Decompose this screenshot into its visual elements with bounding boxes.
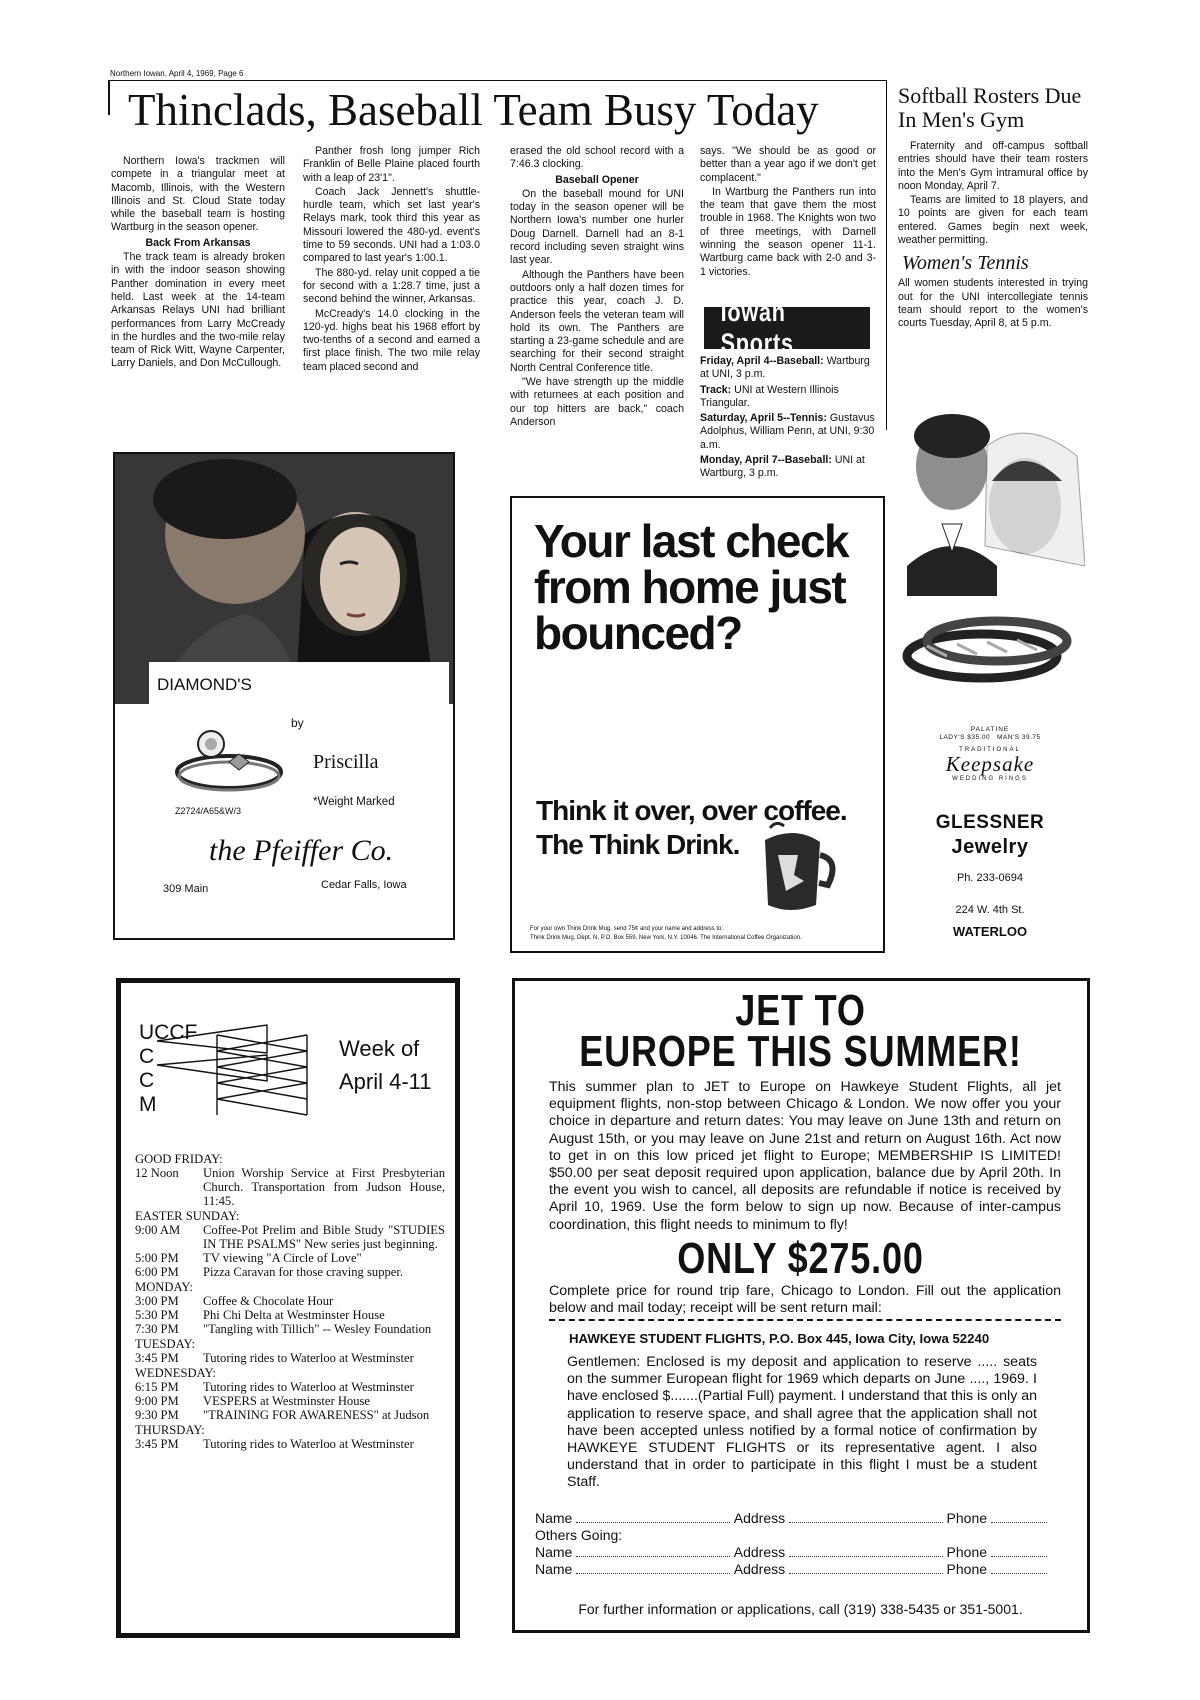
uccf-ad <box>116 978 460 1638</box>
name-field[interactable] <box>576 1573 729 1574</box>
address-label: Address <box>733 1544 786 1560</box>
schedule-time: 5:30 PM <box>135 1308 179 1322</box>
article-paragraph: Northern Iowa's trackmen will compete in a triangular meet at Macomb, Illinois, with the Western Illinois and St. Cloud State today while the baseball team is hosting Wartburg in the season opener. <box>111 155 285 234</box>
address-label: Address <box>733 1561 786 1577</box>
coffee-mug-icon <box>750 820 840 915</box>
schedule-description: Tutoring rides to Waterloo at Westminster <box>203 1351 414 1365</box>
article-paragraph: says. "We should be as good or better than a year ago if we don't get complacent." <box>700 145 876 184</box>
schedule-time: 6:15 PM <box>135 1380 179 1394</box>
glessner-ad <box>895 394 1090 950</box>
softball-paragraph-2: Teams are limited to 18 players, and 10 points are given for each team entered. Games begin next week, weather permitting. <box>898 194 1088 247</box>
uccf-letter-1: UCCF <box>139 1021 198 1044</box>
name-label: Name <box>535 1544 573 1560</box>
article-paragraph: In Wartburg the Panthers run into the team that gave them the most trouble in 1968. The Knights won two of three meetings, with Darnell winning the season opener 11-1. Wartburg came back with 2-0 and 3-1 victories. <box>700 185 876 278</box>
headline-left-rule <box>108 80 110 115</box>
coffee-fine-print-1: For your own Think Drink Mug, send 75¢ and your name and address to: <box>530 926 723 932</box>
sports-schedule-text: Wartburg at UNI, 3 p.m. <box>700 355 870 381</box>
coffee-tagline-1: Think it over, over coffee. <box>536 795 847 826</box>
schedule-description: Tutoring rides to Waterloo at Westminster <box>203 1437 414 1451</box>
glessner-city: WATERLOO <box>952 924 1028 939</box>
schedule-time: 3:45 PM <box>135 1437 179 1451</box>
softball-article <box>898 140 1088 332</box>
schedule-time: 12 Noon <box>135 1166 179 1180</box>
pfeiffer-address: 309 Main <box>163 883 209 895</box>
pfeiffer-city: Cedar Falls, Iowa <box>321 879 407 891</box>
schedule-event <box>135 1223 445 1251</box>
schedule-time: 3:45 PM <box>135 1351 179 1365</box>
phone-label: Phone <box>946 1561 988 1577</box>
glessner-phone: Ph. 233-0694 <box>956 872 1024 884</box>
schedule-description: VESPERS at Westminster House <box>203 1394 371 1408</box>
others-going-label: Others Going: <box>535 1527 623 1543</box>
schedule-time: 9:00 PM <box>135 1394 179 1408</box>
schedule-event <box>135 1408 445 1422</box>
coffee-tagline-2: The Think Drink. <box>536 829 740 860</box>
pfeiffer-diamonds: DIAMOND'S <box>157 675 252 694</box>
phone-field[interactable] <box>991 1556 1047 1557</box>
phone-label: Phone <box>946 1544 988 1560</box>
uccf-letter-3: C <box>139 1069 155 1092</box>
pfeiffer-weight-note: *Weight Marked <box>313 796 395 808</box>
schedule-day: GOOD FRIDAY: <box>135 1152 223 1166</box>
jet-cut-line <box>549 1319 1061 1321</box>
address-label: Address <box>733 1510 786 1526</box>
sports-schedule-item <box>700 454 876 481</box>
uccf-logo-icon <box>157 1021 327 1116</box>
coffee-fine-print-2: Think Drink Mug, Dept. N, P.O. Box 559, New York, N.Y. 10046. The International Coffee Organization. <box>530 935 802 941</box>
ring-name: PALATINE <box>970 726 1010 733</box>
ring-prices: LADY'S $35.00 MAN'S 39.75 <box>939 734 1041 741</box>
article-paragraph: Although the Panthers have been outdoors only a half dozen times for practice this year, coach J. D. Anderson feels the veteran team will hold its own. The Panthers are starting a 23-game schedule and are searching for their second straight North Central Conference title. <box>510 268 684 374</box>
address-field[interactable] <box>789 1573 942 1574</box>
sports-schedule-label: Saturday, April 5--Tennis: <box>700 412 827 425</box>
masthead-rule <box>108 80 886 81</box>
keepsake-traditional: TRADITIONAL <box>959 747 1021 753</box>
schedule-description: Union Worship Service at First Presbyterian Church. Transportation from Judson House, 11:45. <box>203 1166 445 1208</box>
jet-europe-ad <box>512 978 1090 1633</box>
sports-schedule-item <box>700 384 876 411</box>
jet-price: ONLY $275.00 <box>677 1234 924 1283</box>
uccf-letter-4: M <box>139 1093 157 1116</box>
schedule-time: 6:00 PM <box>135 1265 179 1279</box>
article-paragraph: Panther frosh long jumper Rich Franklin of Belle Plaine placed fourth with a leap of 23'1". <box>303 145 480 184</box>
name-field[interactable] <box>576 1522 729 1523</box>
schedule-event <box>135 1380 445 1394</box>
jet-form-fields <box>535 1509 1051 1577</box>
form-row-other-1 <box>535 1543 1051 1560</box>
schedule-description: Tutoring rides to Waterloo at Westminster <box>203 1380 414 1394</box>
uccf-dates: April 4-11 <box>339 1069 432 1094</box>
keepsake-wedding-rings: WEDDING RINGS <box>952 776 1028 782</box>
article-paragraph: "We have strength up the middle with returnees at each position and our top hitters are back," coach Anderson <box>510 376 684 428</box>
schedule-event <box>135 1322 445 1336</box>
schedule-event <box>135 1251 445 1265</box>
article-paragraph: The track team is already broken in with the indoor season showing Panther domination in every meet held. Last week at the 14-team Arkansas Relays UNI had brilliant performances from Larry McCready in the hurdles and the two-mile relay team of Rick Witt, Wayne Carpenter, Larry Daniels, and Don McCullough. <box>111 251 285 370</box>
sports-schedule-text: Gustavus Adolphus, William Penn, at UNI, 9:30 a.m. <box>700 412 875 451</box>
schedule-event <box>135 1437 445 1451</box>
name-label: Name <box>535 1561 573 1577</box>
softball-paragraph-1: Fraternity and off-campus softball entries should have their team rosters into the Men's Gym intramural office by noon Monday, April 7. <box>898 140 1088 192</box>
coffee-ad <box>510 496 885 953</box>
pfeiffer-store-logo: the Pfeiffer Co. <box>209 834 394 867</box>
uccf-week-of: Week of <box>339 1036 420 1061</box>
jet-body: This summer plan to JET to Europe on Hawkeye Student Flights, all jet equipment flights, non-stop between Chicago & London. We now offer you your choice in departure and return dates: You may leave on June 13th and return on August 15th, or you may leave on June 21st and return on August 16th. Act now to get in on this low priced jet flight to Europe; MEMBERSHIP IS LIMITED! $50.00 per seat deposit required upon application, balance due by April 20th. In the event you wish to cancel, all deposits are refundable if notice is received by April 10, 1969. Use the form below to sign up now. Because of inter-campus coordination, this flight needs to minimum to fly! <box>549 1079 1061 1233</box>
iowan-sports-logo <box>704 297 870 358</box>
softball-headline: Softball Rosters Due In Men's Gym <box>898 83 1082 132</box>
article-paragraph: erased the old school record with a 7:46.3 clocking. <box>510 145 684 171</box>
jet-footer: For further information or applications, call (319) 338-5435 or 351-5001. <box>578 1601 1023 1617</box>
womens-tennis-headline: Women's Tennis <box>902 252 1029 275</box>
schedule-description: Phi Chi Delta at Westminster House <box>203 1308 385 1322</box>
article-paragraph: McCready's 14.0 clocking in the 120-yd. highs beat his 1968 effort by two-tenths of a second and earned a first place finish. The two mile relay team placed second and <box>303 307 480 373</box>
jet-form-header: HAWKEYE STUDENT FLIGHTS, P.O. Box 445, Iowa City, Iowa 52240 <box>569 1331 990 1346</box>
schedule-day: WEDNESDAY: <box>135 1366 216 1380</box>
pfeiffer-model: Z2724/A65&W/3 <box>175 806 242 816</box>
phone-field[interactable] <box>991 1573 1047 1574</box>
form-row-name <box>535 1509 1051 1526</box>
sports-schedule-label: Friday, April 4--Baseball: <box>700 355 824 367</box>
schedule-event <box>135 1351 445 1365</box>
article-paragraph: The 880-yd. relay unit copped a tie for second with a 1:28.7 time, just a second behind the winner, Arkansas. <box>303 266 480 306</box>
name-field[interactable] <box>576 1556 729 1557</box>
jet-headline-2: EUROPE THIS SUMMER! <box>579 1027 1022 1076</box>
schedule-description: Pizza Caravan for those craving supper. <box>203 1265 404 1279</box>
keepsake-logo: Keepsake <box>945 752 1035 776</box>
ring-icon <box>169 722 289 800</box>
masthead: Northern Iowan, April 4, 1969, Page 6 <box>110 69 244 78</box>
name-label: Name <box>535 1510 573 1526</box>
schedule-time: 3:00 PM <box>135 1294 179 1308</box>
schedule-time: 9:00 AM <box>135 1223 181 1237</box>
glessner-jewelry: Jewelry <box>951 836 1029 858</box>
address-field[interactable] <box>789 1556 942 1557</box>
jet-price-note: Complete price for round trip fare, Chicago to London. Fill out the application below and mail today; receipt will be sent return mail: <box>549 1283 1061 1316</box>
schedule-description: "Tangling with Tillich" -- Wesley Foundation <box>203 1322 432 1336</box>
jet-headline-1: JET TO <box>735 986 866 1035</box>
sports-schedule-text: UNI at Western Illinois Triangular. <box>700 383 839 409</box>
schedule-day: MONDAY: <box>135 1280 193 1294</box>
article-paragraph: Coach Jack Jennett's shuttle-hurdle team, which set last year's Relays mark, took third this year as Missouri lowered the 480-yd. event's time to 59 seconds. UNI had a 1:03.0 compared to last year's 1:00.1. <box>303 185 480 265</box>
schedule-event <box>135 1294 445 1308</box>
glessner-name: GLESSNER <box>935 812 1045 833</box>
main-headline: Thinclads, Baseball Team Busy Today <box>128 85 819 135</box>
coffee-headline: Your last check from home just bounced? <box>534 515 849 659</box>
sports-schedule-item <box>700 412 876 452</box>
pfeiffer-by: by <box>291 716 304 730</box>
schedule-event <box>135 1394 445 1408</box>
form-row-other-2 <box>535 1560 1051 1577</box>
article-column-1 <box>111 155 285 372</box>
schedule-time: 7:30 PM <box>135 1322 179 1336</box>
iowan-sports-title: Iowan Sports <box>720 297 794 358</box>
schedule-time: 5:00 PM <box>135 1251 179 1265</box>
article-column-4 <box>700 145 876 280</box>
subhead: Baseball Opener <box>555 173 639 186</box>
schedule-event <box>135 1166 445 1208</box>
sports-schedule-text: UNI at Wartburg, 3 p.m. <box>700 454 865 480</box>
pfeiffer-ad <box>113 452 455 940</box>
article-column-2 <box>303 145 480 375</box>
pfeiffer-brand: Priscilla <box>313 751 379 773</box>
schedule-time: 9:30 PM <box>135 1408 179 1422</box>
glessner-address: 224 W. 4th St. <box>955 904 1025 916</box>
schedule-description: TV viewing "A Circle of Love" <box>203 1251 362 1265</box>
phone-field[interactable] <box>991 1522 1047 1523</box>
womens-tennis-text: All women students interested in trying out for the UNI intercollegiate tennis team should report to the women's courts Tuesday, April 8, at 5 p.m. <box>898 277 1088 330</box>
schedule-description: Coffee-Pot Prelim and Bible Study "STUDIES IN THE PSALMS" New series just beginning. <box>203 1223 445 1251</box>
bride-groom-photo <box>897 406 1085 724</box>
sports-schedule-item <box>700 355 876 382</box>
phone-label: Phone <box>946 1510 988 1526</box>
sports-schedule-label: Monday, April 7--Baseball: <box>700 454 832 467</box>
jet-form-body: Gentlemen: Enclosed is my deposit and application to reserve ..... seats on the summer European flight for 1969 which departs on June ...., 1969. I have enclosed $.......(Partial Full) payment. I understand that this is only an application to reserve space, and shall agree that the application shall not have been accepted unless notified by a formal notice of confirmation by HAWKEYE STUDENT FLIGHTS or its representative agent. I also understand that in order to participate in this flight I must be a student Staff. <box>567 1354 1038 1491</box>
schedule-day: TUESDAY: <box>135 1337 195 1351</box>
article-paragraph: On the baseball mound for UNI today in the season opener will be Northern Iowa's number one hurler Doug Darnell. Darnell had an 8-1 record including seven straight wins last year. <box>510 187 684 267</box>
uccf-schedule <box>135 1151 445 1451</box>
uccf-letter-2: C <box>139 1045 155 1068</box>
sports-schedule-label: Track: <box>700 383 732 396</box>
subhead: Back From Arkansas <box>145 236 251 249</box>
right-column-rule <box>886 80 887 430</box>
address-field[interactable] <box>789 1522 942 1523</box>
schedule-day: THURSDAY: <box>135 1423 205 1437</box>
schedule-description: "TRAINING FOR AWARENESS" at Judson <box>203 1408 430 1422</box>
schedule-day: EASTER SUNDAY: <box>135 1209 240 1223</box>
article-column-3 <box>510 145 684 430</box>
schedule-event <box>135 1308 445 1322</box>
iowan-sports-schedule <box>700 355 876 483</box>
schedule-event <box>135 1265 445 1279</box>
schedule-description: Coffee & Chocolate Hour <box>203 1294 334 1308</box>
